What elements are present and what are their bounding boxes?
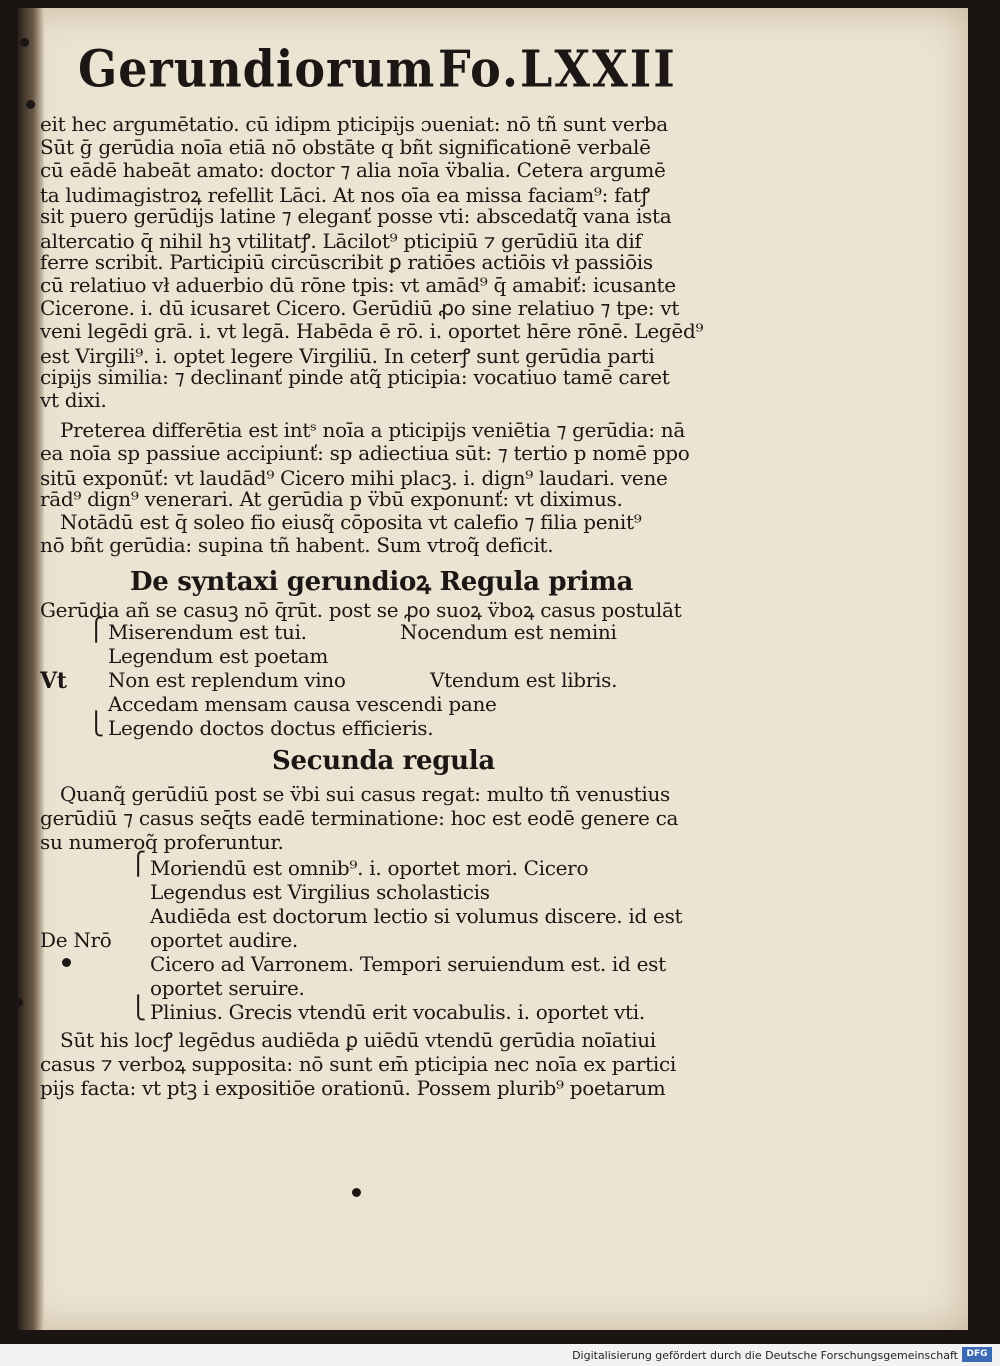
example-line: Miserendum est tui. <box>108 620 307 644</box>
text-line: cū relatiuo vł aduerbio dū rōne tpis: vt amād⁹ q̄ amabiť: icusante <box>40 273 676 297</box>
text-line: eit hec argumētatio. cū idipm pticipijs ɔueniat: nō tñ sunt verba <box>40 112 668 136</box>
text-line: Preterea differētia est intˢ noīa a pticipijs veniētia ⁊ gerūdia: nā <box>60 418 685 442</box>
text-line: ferre scribit. Participiū circūscribit ꝑ ratiōes actiōis vł passiōis <box>40 250 653 274</box>
example-line: Plinius. Grecis vtendū erit vocabulis. i. oportet vti. <box>150 1000 645 1024</box>
text-line: veni legēdi grā. i. vt legā. Habēda ē rō. i. oportet hēre rōnē. Legēd⁹ <box>40 319 704 343</box>
text-line: casus ⁊ verboꝝ supposita: nō sunt em̄ pticipia nec noīa ex partici <box>40 1052 676 1076</box>
example-line: Audiēda est doctorum lectio si volumus discere. id est <box>150 904 683 928</box>
text-line: Cicerone. i. dū icusaret Cicero. Gerūdiū ꝓo sine relatiuo ⁊ tpe: vt <box>40 296 680 320</box>
rule-text: Gerūdia añ se casuꝫ nō q̄rūt. post se ꝓo suoꝝ v̈boꝝ casus postulāt <box>40 598 682 622</box>
text-line: Sūt ḡ gerūdia noīa etiā nō obstāte q bñt significationē verbalē <box>40 135 651 159</box>
margin-dot <box>62 958 71 967</box>
footer-credit: Digitalisierung gefördert durch die Deutsche Forschungsgemeinschaft <box>572 1349 958 1362</box>
header-title: Gerundiorum <box>78 39 436 99</box>
text-line: cū eādē habeāt amato: doctor ⁊ alia noīa v̈balia. Cetera argumē <box>40 158 666 182</box>
example-line: oportet audire. <box>150 928 298 952</box>
example-line: Cicero ad Varronem. Tempori seruiendum est. id est <box>150 952 666 976</box>
text-line: sitū exponūť: vt laudād⁹ Cicero mihi placꝫ. i. dign⁹ laudari. vene <box>40 466 668 490</box>
example-line: Vtendum est libris. <box>430 668 618 692</box>
section-heading: De syntaxi gerundioꝝ Regula prima <box>130 567 634 597</box>
rule-text: su numeroq̃ proferuntur. <box>40 830 284 854</box>
example-line: oportet seruire. <box>150 976 305 1000</box>
margin-dot <box>26 100 35 109</box>
text-line: Sūt his locꝭ legēdus audiēda ꝑ uiēdū vtendū gerūdia noīatiui <box>60 1028 656 1052</box>
brace: ⎩ <box>130 996 147 1021</box>
example-line: Non est replendum vino <box>108 668 346 692</box>
text-line: vt dixi. <box>40 388 107 412</box>
side-label: De Nrō <box>40 928 112 952</box>
brace: ⎩ <box>88 712 105 737</box>
example-marker: Vt <box>40 668 67 694</box>
text-line: sit puero gerūdijs latine ⁊ eleganť posse vti: abscedatq̃ vana ista <box>40 204 672 228</box>
text-line: ta ludimagistroꝝ refellit Lāci. At nos oīa ea missa faciam⁹: fatꝭ <box>40 183 650 207</box>
example-line: Legendum est poetam <box>108 644 329 668</box>
brace: ⎧ <box>88 618 105 643</box>
text-line: ea noīa sp passiue accipiunť: sp adiectiua sūt: ⁊ tertio p nomē ppo <box>40 441 690 465</box>
text-line: cipijs similia: ⁊ declinanť pinde atq̃ pticipia: vocatiuo tamē caret <box>40 365 670 389</box>
text-line: rād⁹ dign⁹ venerari. At gerūdia p v̈bū exponunť: vt diximus. <box>40 487 623 511</box>
footer-bar <box>0 1344 1000 1366</box>
margin-dot <box>14 998 23 1007</box>
example-line: Moriendū est omnib⁹. i. oportet mori. Cicero <box>150 856 589 880</box>
margin-dot <box>20 38 29 47</box>
text-line: pijs facta: vt ptꝫ i expositiōe orationū. Possem plurib⁹ poetarum <box>40 1076 666 1100</box>
text-line: altercatio q̄ nihil hꝫ vtilitatꝭ. Lācilot⁹ pticipiū ⁊ gerūdiū ita dif <box>40 229 642 253</box>
folio-number: Fo.LXXII <box>438 39 677 99</box>
rule-text: Quanq̃ gerūdiū post se v̈bi sui casus regat: multo tñ venustius <box>60 782 671 806</box>
example-line: Nocendum est nemini <box>400 620 617 644</box>
section-heading: Secunda regula <box>272 746 495 776</box>
example-line: Legendo doctos doctus efficieris. <box>108 716 434 740</box>
example-line: Legendus est Virgilius scholasticis <box>150 880 490 904</box>
text-line: Notādū est q̄ soleo fio eiusq̃ cōposita vt calefio ⁊ filia penit⁹ <box>60 510 642 534</box>
text-line: nō bñt gerūdia: supina tñ habent. Sum vtroq̃ deficit. <box>40 533 554 557</box>
brace: ⎧ <box>130 852 147 877</box>
example-line: Accedam mensam causa vescendi pane <box>108 692 497 716</box>
rule-text: gerūdiū ⁊ casus seq̄ts eadē terminatione: hoc est eodē genere ca <box>40 806 679 830</box>
margin-dot <box>352 1188 361 1197</box>
dfg-logo: DFG <box>962 1347 992 1362</box>
running-header <box>78 39 728 102</box>
text-line: est Virgili⁹. i. optet legere Virgiliū. In ceterꝭ sunt gerūdia parti <box>40 344 655 368</box>
